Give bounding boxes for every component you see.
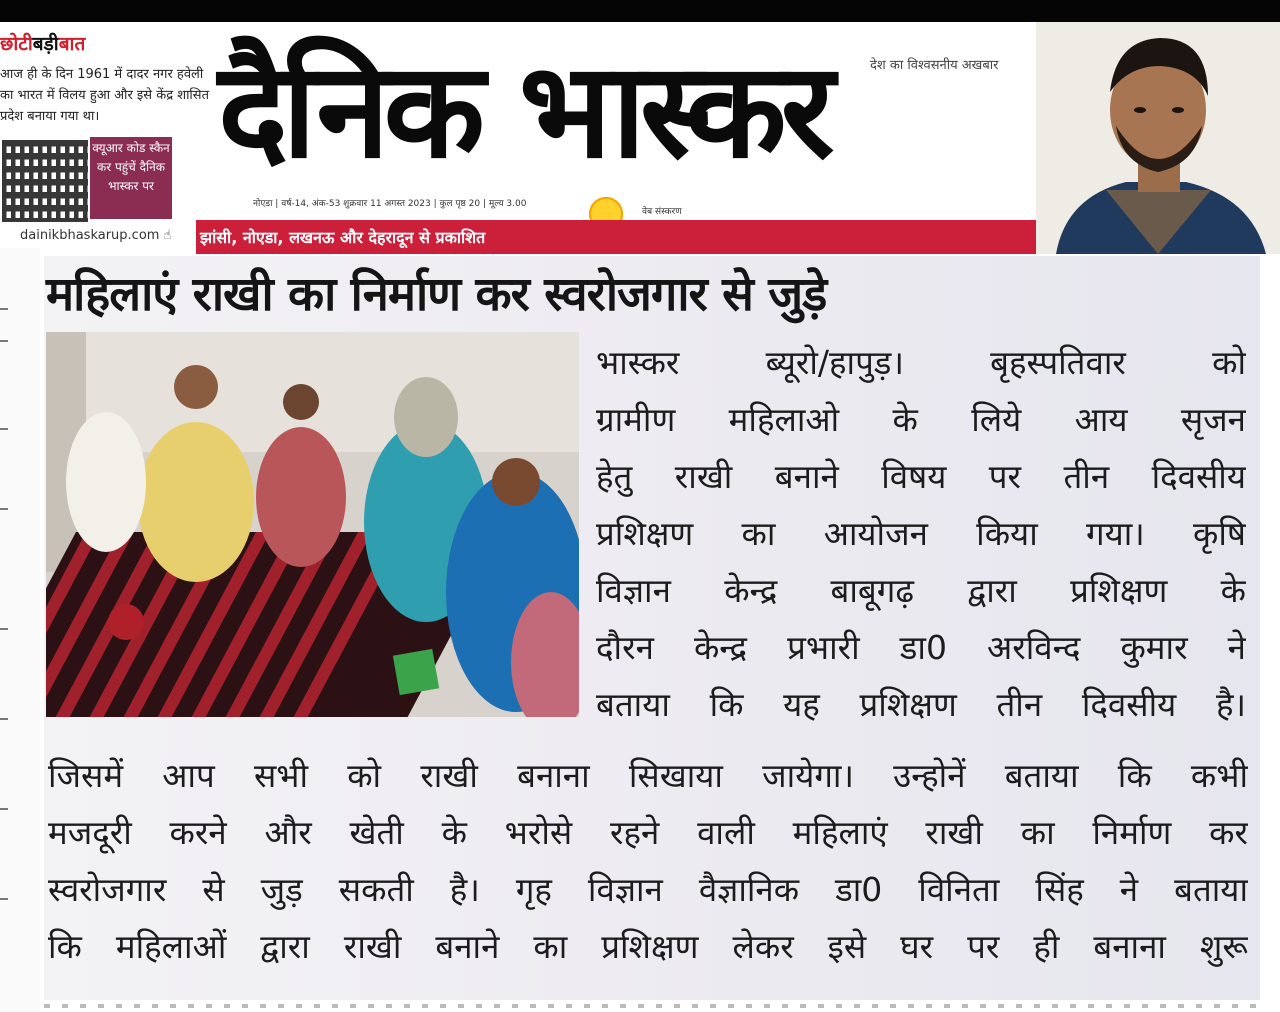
article-line: प्रशिक्षण का आयोजन किया गया। कृषि [596, 514, 1246, 553]
article-line: बताया कि यह प्रशिक्षण तीन दिवसीय है। [596, 685, 1246, 724]
site-url[interactable] [20, 228, 171, 243]
article-line: जिसमें आप सभी को राखी बनाना सिखाया जायेगा। उन्होनें बताया कि कभी [48, 756, 1248, 795]
promo-heading-part-2: बड़ी [32, 33, 59, 55]
newspaper-title: दैनिक भास्कर [218, 34, 829, 188]
article-headline: महिलाएं राखी का निर्माण कर स्वरोजगार से जुड़े [46, 267, 827, 322]
web-edition-label: वेब संस्करण [642, 207, 682, 217]
article-line: हेतु राखी बनाने विषय पर तीन दिवसीय [596, 457, 1246, 496]
portrait-photo [1036, 22, 1280, 254]
qr-promo-box: क्यूआर कोड स्कैन कर पहुंचें दैनिक भास्कर पर [90, 137, 172, 219]
pointer-hand-icon: ☝ [163, 228, 172, 243]
site-url-text[interactable]: dainikbhaskarup.com [20, 228, 160, 243]
article-line: कि महिलाओं द्वारा राखी बनाने का प्रशिक्षण लेकर इसे घर पर ही बनाना शुरू [48, 927, 1248, 966]
published-from-text: झांसी, नोएडा, लखनऊ और देहरादून से प्रकाशित [200, 228, 486, 247]
article-paragraph-full [48, 747, 1248, 975]
bottom-border [44, 1004, 1260, 1008]
article-line: भास्कर ब्यूरो/हापुड़। बृहस्पतिवार को [596, 343, 1246, 382]
article-photo [46, 332, 579, 717]
promo-heading-part-3: बात [58, 33, 86, 55]
article-line: दौरन केन्द्र प्रभारी डा0 अरविन्द कुमार ने [596, 628, 1246, 667]
qr-code-icon[interactable] [0, 138, 90, 224]
promo-heading [0, 30, 85, 56]
article-line: मजदूरी करने और खेती के भरोसे रहने वाली महिलाएं राखी का निर्माण कर [48, 813, 1248, 852]
article-line: ग्रामीण महिलाओ के लिये आय सृजन [596, 400, 1246, 439]
page-edge-strip [0, 248, 40, 1012]
article-line: स्वरोजगार से जुड़ सकती है। गृह विज्ञान वैज्ञानिक डा0 विनिता सिंह ने बताया [48, 870, 1248, 909]
article-line: विज्ञान केन्द्र बाबूगढ़ द्वारा प्रशिक्षण के [596, 571, 1246, 610]
edition-info: नोएडा | वर्ष-14, अंक-53 शुक्रवार 11 अगस्त 2023 | कुल पृष्ठ 20 | मूल्य 3.00 [253, 199, 527, 209]
promo-text: आज ही के दिन 1961 में दादर नगर हवेली का भारत में विलय हुआ और इसे केंद्र शासित प्रदेश बनाया गया था। [0, 67, 210, 124]
article-paragraph-right [596, 334, 1246, 733]
masthead-tagline: देश का विश्वसनीय अखबार [870, 58, 999, 73]
top-black-bar [0, 0, 1280, 22]
promo-heading-part-1: छोटी [0, 33, 33, 55]
